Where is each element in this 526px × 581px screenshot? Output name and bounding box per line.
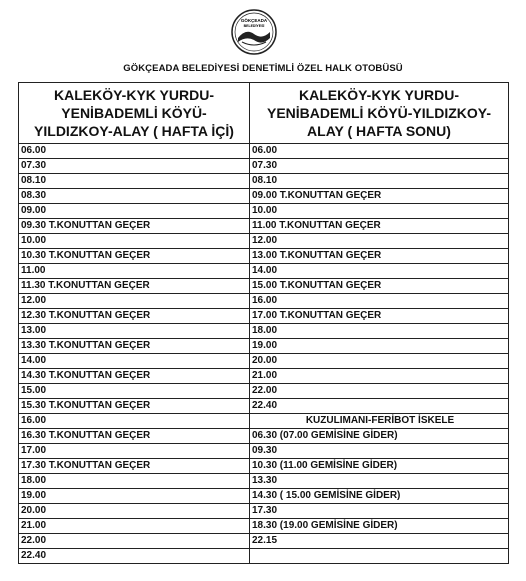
table-row — [19, 414, 509, 429]
table-row — [19, 444, 509, 459]
table-row — [19, 534, 509, 549]
table-row — [19, 369, 509, 384]
table-row — [19, 429, 509, 444]
table-row — [19, 324, 509, 339]
weekend-time-cell: 16.00 — [250, 294, 509, 309]
weekday-time-cell: 09.30 T.KONUTTAN GEÇER — [19, 219, 250, 234]
weekday-time-cell: 22.40 — [19, 549, 250, 564]
table-row — [19, 459, 509, 474]
weekday-time-cell: 07.30 — [19, 159, 250, 174]
table-row — [19, 264, 509, 279]
table-row — [19, 219, 509, 234]
weekend-time-cell: 13.00 T.KONUTTAN GEÇER — [250, 249, 509, 264]
weekend-time-cell: KUZULIMANI-FERİBOT İSKELE — [250, 414, 509, 429]
weekday-time-cell: 16.00 — [19, 414, 250, 429]
weekday-time-cell: 08.30 — [19, 189, 250, 204]
weekday-time-cell: 14.30 T.KONUTTAN GEÇER — [19, 369, 250, 384]
weekday-time-cell: 12.30 T.KONUTTAN GEÇER — [19, 309, 250, 324]
weekend-time-cell: 10.00 — [250, 204, 509, 219]
table-row — [19, 504, 509, 519]
weekend-time-cell: 22.15 — [250, 534, 509, 549]
table-row — [19, 189, 509, 204]
table-row — [19, 549, 509, 564]
weekend-time-cell: 12.00 — [250, 234, 509, 249]
weekend-time-cell: 17.30 — [250, 504, 509, 519]
weekday-column-title: KALEKÖY-KYK YURDU-YENİBADEMLİ KÖYÜ-YILDIZKOY-ALAY ( HAFTA İÇİ) — [19, 83, 250, 144]
weekday-time-cell: 11.00 — [19, 264, 250, 279]
weekday-time-cell: 06.00 — [19, 144, 250, 159]
weekend-time-cell: 07.30 — [250, 159, 509, 174]
weekend-time-cell — [250, 549, 509, 564]
weekend-time-cell: 13.30 — [250, 474, 509, 489]
weekend-time-cell: 09.30 — [250, 444, 509, 459]
weekday-time-cell: 09.00 — [19, 204, 250, 219]
logo-text-bottom: BELEDİYESİ — [243, 24, 265, 28]
weekend-time-cell: 22.40 — [250, 399, 509, 414]
weekday-time-cell: 08.10 — [19, 174, 250, 189]
table-row — [19, 234, 509, 249]
table-row — [19, 354, 509, 369]
bus-schedule-table — [18, 82, 509, 564]
table-row — [19, 249, 509, 264]
weekday-time-cell: 10.30 T.KONUTTAN GEÇER — [19, 249, 250, 264]
organization-name: GÖKÇEADA BELEDİYESİ DENETİMLİ ÖZEL HALK OTOBÜSÜ — [123, 63, 403, 74]
weekday-time-cell: 21.00 — [19, 519, 250, 534]
table-row — [19, 204, 509, 219]
table-row — [19, 144, 509, 159]
weekend-time-cell: 20.00 — [250, 354, 509, 369]
weekend-time-cell: 17.00 T.KONUTTAN GEÇER — [250, 309, 509, 324]
weekend-time-cell: 18.00 — [250, 324, 509, 339]
table-row — [19, 384, 509, 399]
weekday-time-cell: 16.30 T.KONUTTAN GEÇER — [19, 429, 250, 444]
table-row — [19, 519, 509, 534]
logo-text-top: GÖKÇEADA — [240, 18, 268, 23]
weekend-time-cell: 10.30 (11.00 GEMİSİNE GİDER) — [250, 459, 509, 474]
municipality-logo — [228, 8, 280, 56]
weekday-time-cell: 13.30 T.KONUTTAN GEÇER — [19, 339, 250, 354]
weekend-time-cell: 06.30 (07.00 GEMİSİNE GİDER) — [250, 429, 509, 444]
table-row — [19, 159, 509, 174]
weekend-time-cell: 14.30 ( 15.00 GEMİSİNE GİDER) — [250, 489, 509, 504]
weekend-time-cell: 11.00 T.KONUTTAN GEÇER — [250, 219, 509, 234]
weekday-time-cell: 10.00 — [19, 234, 250, 249]
weekend-time-cell: 18.30 (19.00 GEMİSİNE GİDER) — [250, 519, 509, 534]
table-header-row — [19, 83, 509, 144]
table-row — [19, 399, 509, 414]
weekend-time-cell: 22.00 — [250, 384, 509, 399]
weekend-time-cell: 09.00 T.KONUTTAN GEÇER — [250, 189, 509, 204]
weekend-time-cell: 21.00 — [250, 369, 509, 384]
weekend-time-cell: 14.00 — [250, 264, 509, 279]
table-row — [19, 474, 509, 489]
weekday-time-cell: 22.00 — [19, 534, 250, 549]
weekday-time-cell: 18.00 — [19, 474, 250, 489]
weekday-time-cell: 14.00 — [19, 354, 250, 369]
table-row — [19, 279, 509, 294]
table-row — [19, 174, 509, 189]
table-row — [19, 339, 509, 354]
table-row — [19, 489, 509, 504]
weekday-time-cell: 13.00 — [19, 324, 250, 339]
weekend-column-title: KALEKÖY-KYK YURDU-YENİBADEMLİ KÖYÜ-YILDIZKOY- ALAY ( HAFTA SONU) — [250, 83, 509, 144]
weekday-time-cell: 15.00 — [19, 384, 250, 399]
weekday-time-cell: 12.00 — [19, 294, 250, 309]
weekday-time-cell: 17.00 — [19, 444, 250, 459]
table-row — [19, 309, 509, 324]
weekday-time-cell: 20.00 — [19, 504, 250, 519]
weekend-time-cell: 06.00 — [250, 144, 509, 159]
weekday-time-cell: 11.30 T.KONUTTAN GEÇER — [19, 279, 250, 294]
weekday-time-cell: 17.30 T.KONUTTAN GEÇER — [19, 459, 250, 474]
weekday-time-cell: 19.00 — [19, 489, 250, 504]
weekday-time-cell: 15.30 T.KONUTTAN GEÇER — [19, 399, 250, 414]
weekend-time-cell: 15.00 T.KONUTTAN GEÇER — [250, 279, 509, 294]
table-row — [19, 294, 509, 309]
weekend-time-cell: 08.10 — [250, 174, 509, 189]
weekend-time-cell: 19.00 — [250, 339, 509, 354]
